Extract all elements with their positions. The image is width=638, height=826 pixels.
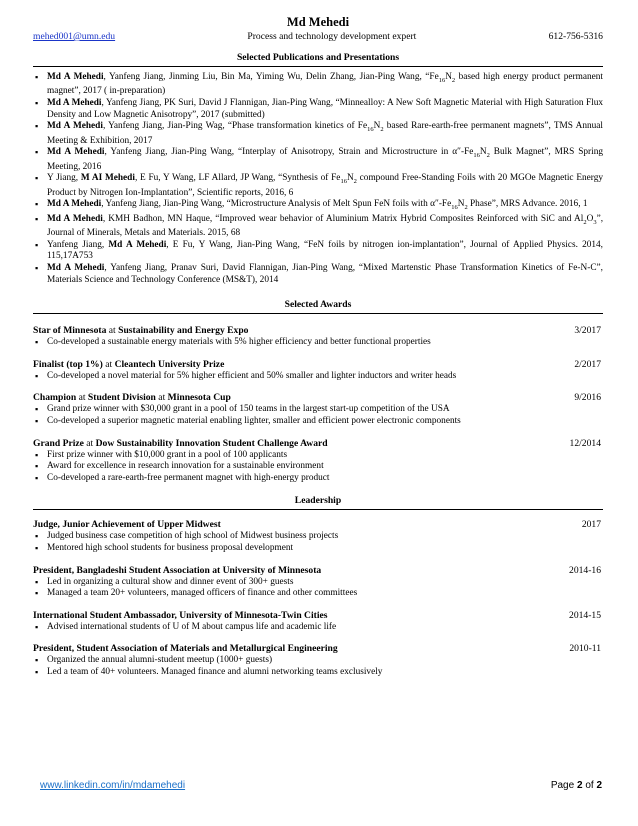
page-indicator: Page 2 of 2 bbox=[550, 780, 602, 791]
contact-line bbox=[33, 31, 603, 43]
leadership-bullet: ▪ Mentored high school students for business proposal development bbox=[33, 543, 603, 555]
award-bullet: ▪ Co-developed a superior magnetic material enabling lighter, smaller and efficient power electronic components bbox=[33, 416, 603, 428]
leadership-bullet: ▪ Managed a team 20+ volunteers, managed officers of finance and other committees bbox=[33, 588, 603, 600]
publication-item: ▪ Md A Mehedi, Yanfeng Jiang, Jian-Ping Wang, “Interplay of Anisotropy, Strain and Microstructure in $\alpha''-Fe_{16}N_2$ Bulk Magnet”, MRS Spring Meeting, 2016 bbox=[33, 147, 603, 173]
publication-item: ▪ Md A Mehedi, KMH Badhon, MN Haque, “Improved wear behavior of Aluminium Matrix Hybrid Composites Reinforced with SiC and $Al_2O_3$”, Journal of Minerals, Metals and Materials. 2015, 68 bbox=[33, 214, 603, 240]
award-bullet: ▪ Award for excellence in research innovation for a sustainable environment bbox=[33, 461, 603, 473]
leadership-entry bbox=[33, 643, 603, 678]
award-bullet: ▪ Co-developed a sustainable energy materials with 5% higher efficiency and better functional properties bbox=[33, 337, 603, 349]
leadership-title: Judge, Junior Achievement of Upper Midwest bbox=[33, 519, 221, 531]
resume-page bbox=[33, 0, 603, 679]
leadership-bullet: ▪ Advised international students of U of M about campus life and academic life bbox=[33, 622, 603, 634]
leadership-bullet: ▪ Led a team of 40+ volunteers. Managed finance and alumni networking teams exclusively bbox=[33, 667, 603, 679]
resume-name: Md Mehedi bbox=[286, 15, 350, 29]
section-divider bbox=[33, 509, 603, 510]
leadership-entry bbox=[33, 565, 603, 600]
publication-item: ▪ Md A Mehedi, Yanfeng Jiang, Jian-Ping Wag, “Phase transformation kinetics of $Fe_{16}N_2$ based Rare-earth-free permanent magnets”, TMS Annual Meeting & Exhibition, 2017 bbox=[33, 121, 603, 147]
award-org: Sustainability and Energy Expo bbox=[118, 325, 249, 337]
award-bullet: ▪ Co-developed a rare-earth-free permanent magnet with high-energy product bbox=[33, 473, 603, 485]
linkedin-link[interactable]: www.linkedin.com/in/mdamehedi bbox=[40, 780, 186, 791]
awards-section-title: Selected Awards bbox=[284, 299, 352, 311]
professional-title: Process and technology development expert bbox=[247, 31, 417, 42]
publication-item: ▪ Md A Mehedi, Yanfeng Jiang, Jinming Liu, Bin Ma, Yiming Wu, Delin Zhang, Jian-Ping Wang, “$Fe_{16}N_2$ based high energy product permanent magnet”, 2017 ( in-preparation) bbox=[33, 72, 603, 98]
award-date: 3/2017 bbox=[574, 325, 601, 337]
section-divider bbox=[33, 313, 603, 314]
leadership-date: 2010-11 bbox=[569, 643, 601, 655]
leadership-date: 2014-15 bbox=[569, 609, 601, 621]
leadership-entry bbox=[33, 610, 603, 634]
award-title: Finalist (top 1%) bbox=[33, 358, 103, 370]
award-date: 9/2016 bbox=[574, 392, 601, 404]
publication-item: ▪ Md A Mehedi, Yanfeng Jiang, Pranav Suri, David Flannigan, Jian-Ping Wang, “Mixed Martenstic Phase Transformation Kinetics of Fe-N-C”, Materials Science and Technology Conference (MS&T), 2014 bbox=[33, 263, 603, 286]
publication-item: ▪ Md A Mehedi, Yanfeng Jiang, PK Suri, David J Flannigan, Jian-Ping Wang, “Minnealloy: A New Soft Magnetic Material with High Saturation Flux Density and Low Magnetic Anisotropy”, 2017 (submitted) bbox=[33, 98, 603, 121]
award-entry: Grand Prize at Dow Sustainability Innovation Student Challenge Award 12/2014 ▪ First prize winner with $10,000 grant in a pool of 100 applicants ▪ Award for excellence in research innovation for a sustainable environment ▪ Co-developed a rare-earth-free permanent magnet with high-energy product bbox=[33, 438, 603, 485]
award-date: 2/2017 bbox=[574, 358, 601, 370]
award-title: Grand Prize bbox=[33, 437, 84, 449]
email-link[interactable]: mehed001@umn.edu bbox=[33, 31, 116, 42]
award-entry: Finalist (top 1%) at Cleantech University Prize 2/2017 ▪ Co-developed a novel material for 5% higher efficient and 50% smaller and lighter inductors and writer heads bbox=[33, 359, 603, 383]
leadership-date: 2014-16 bbox=[569, 564, 601, 576]
award-bullet: ▪ First prize winner with $10,000 grant in a pool of 100 applicants bbox=[33, 450, 603, 462]
award-entry: Champion at Student Division at Minnesota Cup 9/2016 ▪ Grand prize winner with $30,000 grant in a pool of 150 teams in the largest start-up competition of the USA ▪ Co-developed a superior magnetic material enabling lighter, smaller and efficient power electronic components bbox=[33, 392, 603, 427]
leadership-bullet: ▪ Led in organizing a cultural show and dinner event of 300+ guests bbox=[33, 577, 603, 589]
section-divider bbox=[33, 66, 603, 67]
award-title: Champion bbox=[33, 392, 77, 404]
award-org: Minnesota Cup bbox=[167, 392, 231, 404]
award-org: Dow Sustainability Innovation Student Challenge Award bbox=[95, 437, 328, 449]
award-date: 12/2014 bbox=[569, 437, 601, 449]
publication-item: ▪ Yanfeng Jiang, Md A Mehedi, E Fu, Y Wang, Jian-Ping Wang, “FeN foils by nitrogen ion-implantation”, Journal of Applied Physics. 2014, 115,17A753 bbox=[33, 240, 603, 263]
leadership-bullet: ▪ Organized the annual alumni-student meetup (1000+ guests) bbox=[33, 655, 603, 667]
award-bullet: ▪ Co-developed a novel material for 5% higher efficient and 50% smaller and lighter inductors and writer heads bbox=[33, 371, 603, 383]
publications-list bbox=[33, 72, 603, 286]
leadership-title: International Student Ambassador, University of Minnesota-Twin Cities bbox=[33, 609, 328, 621]
leadership-section-title: Leadership bbox=[294, 495, 342, 507]
publication-item: ▪ Y Jiang, M AI Mehedi, E Fu, Y Wang, LF Allard, JP Wang, “Synthesis of $Fe_{16}N_2$ compound Free-Standing Foils with 20 MGOe Magnetic Energy Product by Nitrogen Ion-Implantation”, Scientific reports, 2016, 6 bbox=[33, 173, 603, 199]
leadership-title: President, Student Association of Materials and Metallurgical Engineering bbox=[33, 643, 338, 655]
leadership-title: President, Bangladeshi Student Association at University of Minnesota bbox=[33, 564, 322, 576]
publication-item: ▪ Md A Mehedi, Yanfeng Jiang, Jian-Ping Wang, “Microstructure Analysis of Melt Spun FeN foils with $\alpha''-Fe_{16}N_2$ Phase”, MRS Advance. 2016, 1 bbox=[33, 199, 603, 213]
phone-number: 612-756-5316 bbox=[548, 31, 603, 42]
award-org: Cleantech University Prize bbox=[114, 358, 225, 370]
leadership-date: 2017 bbox=[581, 519, 601, 531]
award-org: Student Division bbox=[87, 392, 156, 404]
publications-section-title: Selected Publications and Presentations bbox=[236, 52, 400, 63]
leadership-entry bbox=[33, 519, 603, 554]
award-bullet: ▪ Grand prize winner with $30,000 grant in a pool of 150 teams in the largest start-up competition of the USA bbox=[33, 404, 603, 416]
award-title: Star of Minnesota bbox=[33, 325, 107, 337]
leadership-bullet: ▪ Judged business case competition of high school of Midwest business projects bbox=[33, 531, 603, 543]
award-entry: Star of Minnesota at Sustainability and Energy Expo 3/2017 ▪ Co-developed a sustainable energy materials with 5% higher efficiency and better functional properties bbox=[33, 325, 603, 349]
